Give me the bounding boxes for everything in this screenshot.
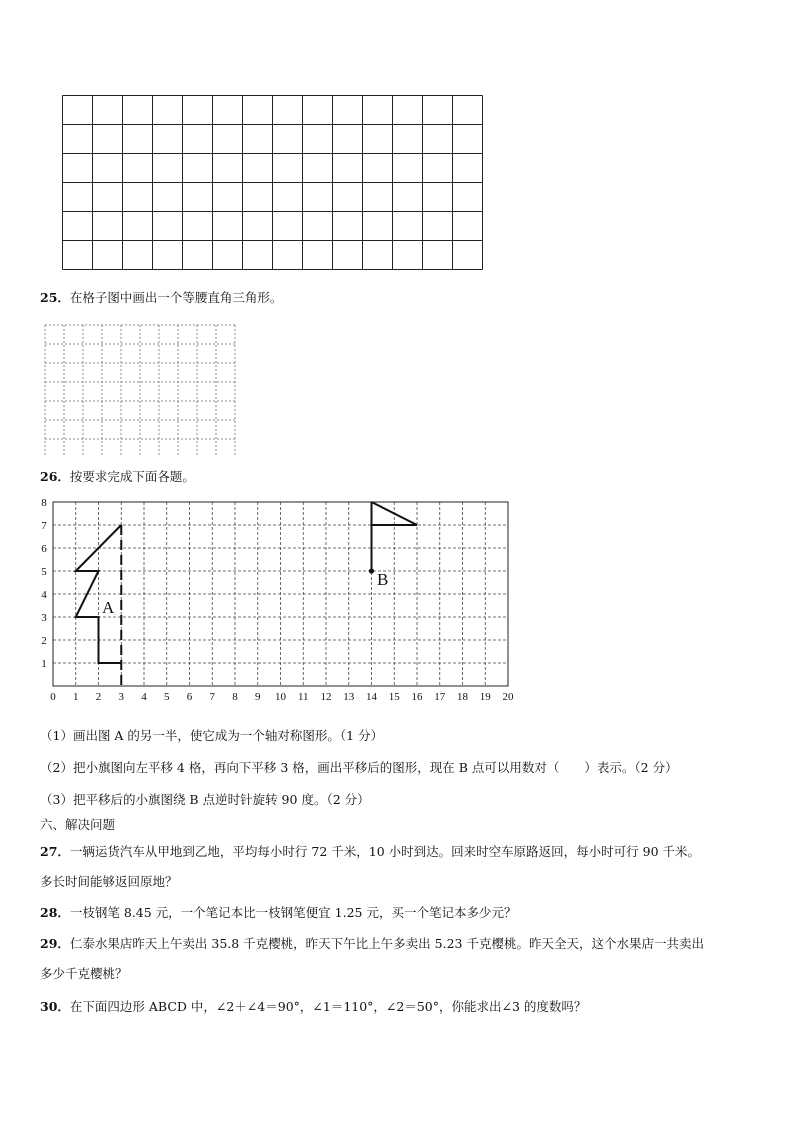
y-tick-label: 1 [41,658,47,670]
coordinate-grid [34,496,524,708]
x-tick-label: 7 [209,691,215,703]
point-b [369,568,374,573]
y-tick-label: 8 [41,497,47,509]
x-tick-label: 6 [186,691,193,703]
x-tick-label: 8 [232,691,238,703]
flag-triangle [372,502,418,525]
x-tick-label: 14 [366,691,377,703]
question-30-number: 30． [40,999,70,1014]
question-30-text: 在下面四边形 ABCD 中，∠2＋∠4＝90°，∠1＝110°，∠2＝50°，你能求出∠3 的度数吗？ [69,999,587,1014]
section-6-title: 六、解决问题 [40,817,116,832]
question-27-line1: 一辆运货汽车从甲地到乙地，平均每小时行 72 千米，10 小时到达。回来时空车原路返回，每小时可行 90 千米。 [69,844,700,859]
question-27-line2: 多长时间能够返回原地？ [40,874,178,889]
y-tick-label: 4 [41,589,47,601]
question-25-number: 25． [40,290,70,305]
point-b-label: B [377,570,389,589]
y-tick-label: 6 [41,543,47,555]
question-27 [40,843,700,861]
y-tick-label: 5 [41,566,47,578]
x-tick-label: 12 [320,691,332,703]
question-26-sub1: （1）画出图 A 的另一半，使它成为一个轴对称图形。（1 分） [40,728,384,743]
x-tick-label: 13 [343,691,355,703]
question-28-text: 一枝钢笔 8.45 元，一个笔记本比一枝钢笔便宜 1.25 元，买一个笔记本多少元？ [69,905,517,920]
y-tick-label: 3 [41,612,47,624]
top-grid [60,94,486,272]
question-26-sub3: （3）把平移后的小旗图绕 B 点逆时针旋转 90 度。（2 分） [40,792,370,807]
x-tick-label: 17 [434,691,446,703]
question-26 [40,468,195,486]
x-tick-label: 10 [275,691,286,703]
x-tick-label: 3 [118,691,124,703]
x-tick-label: 20 [502,691,514,703]
question-26-text: 按要求完成下面各题。 [69,469,195,484]
question-29-line1: 仁泰水果店昨天上午卖出 35.8 千克樱桃，昨天下午比上午多卖出 5.23 千克樱桃。昨天全天，这个水果店一共卖出 [69,936,704,951]
y-tick-label: 2 [41,635,47,647]
figure-a-label: A [102,598,115,617]
question-26-number: 26． [40,469,70,484]
x-tick-label: 19 [479,691,491,703]
question-27-number: 27． [40,844,70,859]
question-29-number: 29． [40,936,70,951]
x-tick-label: 9 [255,691,261,703]
question-29 [40,935,704,953]
x-tick-label: 15 [388,691,400,703]
x-tick-label: 2 [95,691,102,703]
question-28-number: 28． [40,905,70,920]
y-tick-label: 7 [41,520,47,532]
dotted-grid [42,322,242,456]
question-25 [40,289,282,307]
x-tick-label: 16 [411,691,423,703]
x-tick-label: 18 [457,691,468,703]
x-tick-label: 4 [141,691,147,703]
question-26-sub2: （2）把小旗图向左平移 4 格，再向下平移 3 格，画出平移后的图形，现在 B 点可以用数对（ ）表示。（2 分） [40,760,678,775]
question-28 [40,904,516,922]
x-tick-label: 11 [297,691,309,703]
question-29-line2: 多少千克樱桃？ [40,966,128,981]
x-tick-label: 1 [73,691,79,703]
x-tick-label: 0 [50,691,56,703]
question-30 [40,998,586,1016]
x-tick-label: 5 [164,691,170,703]
question-25-text: 在格子图中画出一个等腰直角三角形。 [69,290,283,305]
